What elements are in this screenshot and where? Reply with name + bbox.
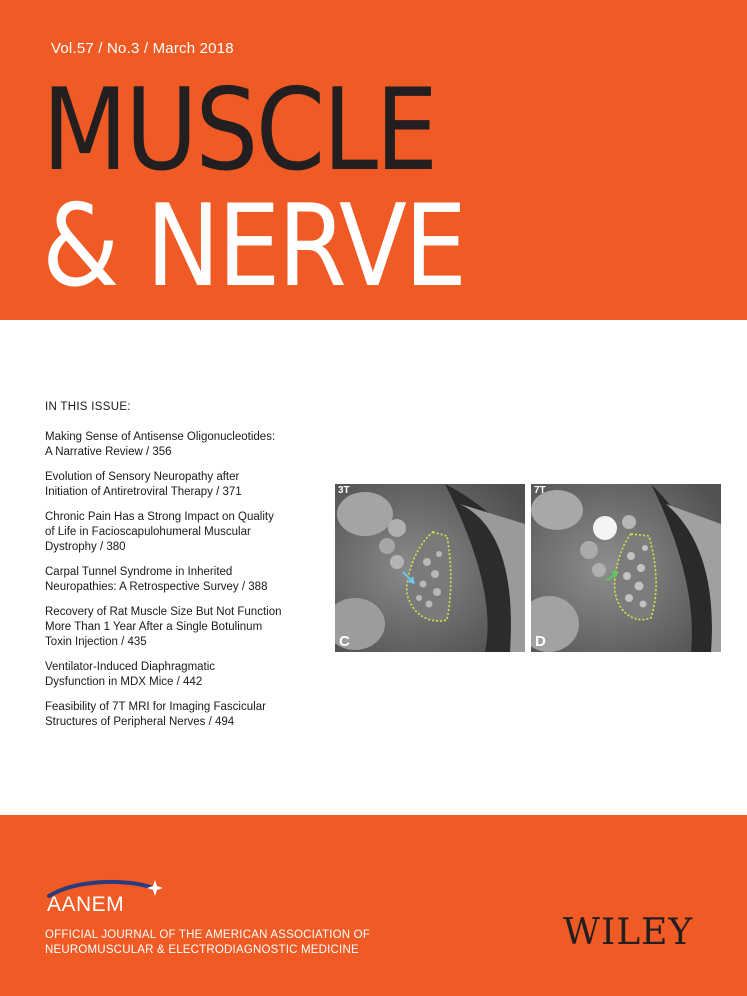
toc-item[interactable] bbox=[45, 660, 325, 690]
toc-item-line: Neuropathies: A Retrospective Survey / 388 bbox=[45, 581, 268, 593]
publisher-logo: WILEY bbox=[563, 912, 694, 953]
toc-item[interactable] bbox=[45, 470, 325, 500]
toc-item-line: Ventilator-Induced Diaphragmatic bbox=[45, 661, 216, 673]
toc-item-line: A Narrative Review / 356 bbox=[45, 446, 172, 458]
toc-item-line: Carpal Tunnel Syndrome in Inherited bbox=[45, 566, 233, 578]
logo-text: AANEM bbox=[47, 893, 125, 916]
toc-item-line: Recovery of Rat Muscle Size But Not Function bbox=[45, 606, 282, 618]
toc-item[interactable] bbox=[45, 510, 325, 555]
panel-letter: C bbox=[339, 633, 350, 650]
toc-item-line: Making Sense of Antisense Oligonucleotides: bbox=[45, 431, 276, 443]
toc-item-line: Dystrophy / 380 bbox=[45, 541, 126, 553]
aanem-logo bbox=[45, 876, 165, 918]
toc-item[interactable] bbox=[45, 430, 325, 460]
field-strength-label: 7T bbox=[534, 485, 546, 496]
toc-item-line: More Than 1 Year After a Single Botulinum bbox=[45, 621, 263, 633]
table-of-contents bbox=[45, 401, 325, 740]
panel-letter: D bbox=[535, 633, 546, 650]
toc-item[interactable] bbox=[45, 565, 325, 595]
toc-item[interactable] bbox=[45, 700, 325, 730]
field-strength-label: 3T bbox=[338, 485, 350, 496]
toc-item-line: Dysfunction in MDX Mice / 442 bbox=[45, 676, 203, 688]
toc-item-line: Initiation of Antiretroviral Therapy / 371 bbox=[45, 486, 242, 498]
journal-title-line-1: MUSCLE bbox=[42, 64, 436, 196]
toc-item[interactable] bbox=[45, 605, 325, 650]
toc-item-line: of Life in Facioscapulohumeral Muscular bbox=[45, 526, 251, 538]
official-journal-statement bbox=[45, 928, 370, 958]
toc-item-line: Toxin Injection / 435 bbox=[45, 636, 147, 648]
toc-heading: IN THIS ISSUE: bbox=[45, 401, 131, 413]
toc-item-line: Structures of Peripheral Nerves / 494 bbox=[45, 716, 235, 728]
toc-item-line: Chronic Pain Has a Strong Impact on Quality bbox=[45, 511, 274, 523]
mri-image-7t bbox=[531, 484, 721, 652]
toc-item-line: Evolution of Sensory Neuropathy after bbox=[45, 471, 240, 483]
journal-title-line-2: & NERVE bbox=[42, 180, 465, 312]
official-line: NEUROMUSCULAR & ELECTRODIAGNOSTIC MEDICINE bbox=[45, 944, 359, 956]
issue-line: Vol.57 / No.3 / March 2018 bbox=[51, 40, 234, 57]
official-line: OFFICIAL JOURNAL OF THE AMERICAN ASSOCIATION OF bbox=[45, 929, 371, 941]
toc-item-line: Feasibility of 7T MRI for Imaging Fascicular bbox=[45, 701, 266, 713]
mri-image-3t bbox=[335, 484, 525, 652]
